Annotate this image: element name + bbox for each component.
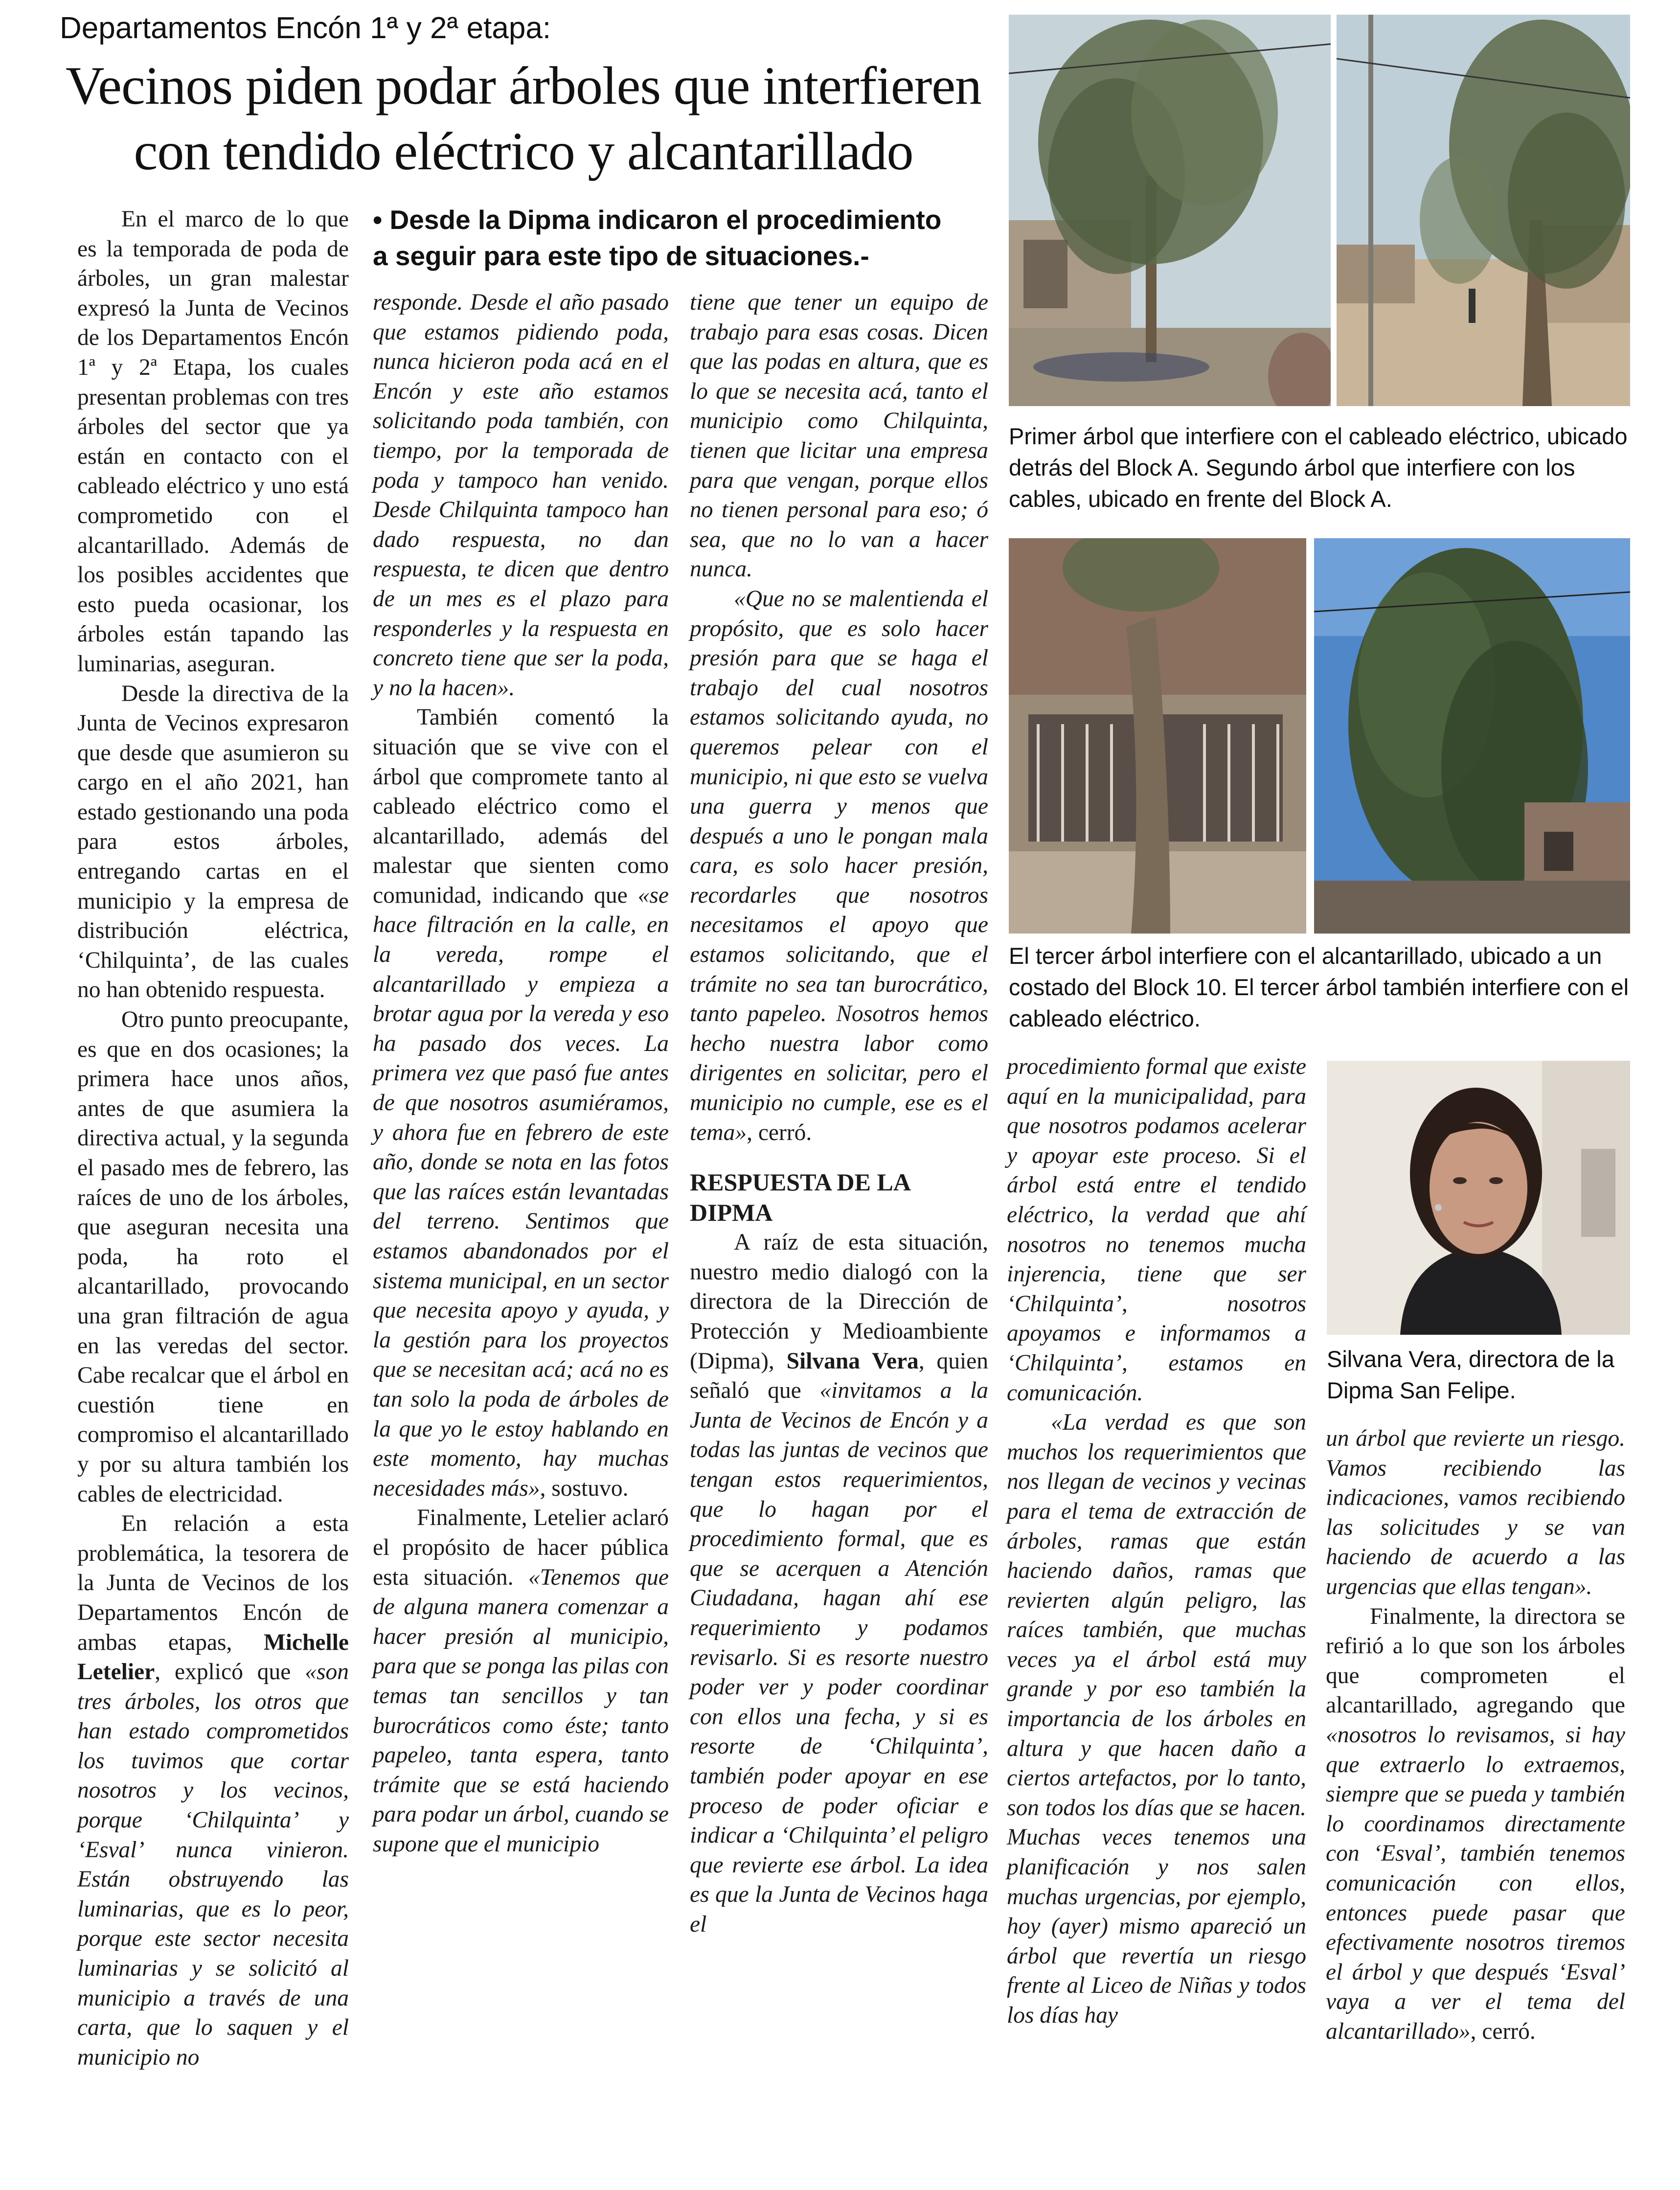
column-4-paragraph-2: «La verdad es que son muchos los requerimientos que nos llegan de vecinos y vecinas para el tema de extracción de árboles, ramas que están haciendo daños, ramas que revierten algún peligro, las raíces también, que muchas veces ya el árbol está muy grande y por eso también la importancia de los árboles en altura y que hacen daño a ciertos artefactos, por lo tanto, son todos los días que se hacen. Muchas veces tenemos una planificación y nos salen muchas urgencias, por ejemplo, hoy (ayer) mismo apareció un árbol que revertía un riesgo frente al Liceo de Niñas y todos los días hay xyxy=(1007,1410,1306,2028)
column-2 xyxy=(373,288,669,1859)
text-run: Finalmente, Letelier aclaró el propósito de hacer pública esta situación. xyxy=(373,1505,669,1590)
portrait-photo xyxy=(1327,1061,1630,1335)
text-run: , explicó que xyxy=(155,1659,305,1685)
article-headline xyxy=(54,53,993,184)
bajada-line-2: a seguir para este tipo de situaciones.- xyxy=(373,241,869,271)
article-bajada xyxy=(373,202,1004,274)
article-kicker: Departamentos Encón 1ª y 2ª etapa: xyxy=(60,11,551,45)
column-5-paragraph-2 xyxy=(1326,1602,1625,2047)
photo-tree-4 xyxy=(1314,538,1630,934)
subhead: RESPUESTA DE LA DIPMA xyxy=(690,1168,910,1227)
bajada-line-1: • Desde la Dipma indicaron el procedimiento xyxy=(373,205,942,235)
column-3 xyxy=(690,288,988,1939)
quote: «Tenemos que de alguna manera comenzar a hacer presión al municipio, para que se ponga las pilas con temas tan sencillos y tan burocráticos como éste; tanto papeleo, tanta espera, tanto trámite que se está haciendo para podar un árbol, cuando se supone que el municipio xyxy=(373,1564,669,1857)
caption-photos-1-2: Primer árbol que interfiere con el cableado eléctrico, ubicado detrás del Block A. Segundo árbol que interfiere con los cables, ubicado en frente del Block A. xyxy=(1009,423,1628,512)
text-run: , sostuvo. xyxy=(540,1475,629,1501)
headline-line-1: Vecinos piden podar árboles que interfieren xyxy=(65,56,982,115)
quote: «invitamos a la Junta de Vecinos de Encón y a todas las juntas de vecinos que tengan estos requerimientos, que lo hagan por el procedimiento formal, que es que se acerquen a Atención Ciudadana, hagan ahí ese requerimiento y podamos revisarlo. Si es resorte nuestro poder ver y poder coordinar con ellos una fecha, y si es resorte de ‘Chilquinta’, también poder apoyar en ese proceso de poder oficiar e indicar a ‘Chilquinta’ el peligro que revierte ese árbol. La idea es que la Junta de Vecinos haga el xyxy=(690,1378,988,1937)
headline-line-2: con tendido eléctrico y alcantarillado xyxy=(134,121,913,181)
text-run: , cerró. xyxy=(747,1119,812,1145)
text-run: , quien señaló que xyxy=(690,1348,988,1404)
column-1-paragraph-4 xyxy=(77,1509,349,2072)
column-4-quote-continuation: procedimiento formal que existe aquí en la municipalidad, para que nosotros podamos acelerar y apoyar este proceso. Si el árbol está entre el tendido eléctrico, la verdad que ahí nosotros no tenemos mucha injerencia, tiene que ser ‘Chilquinta’, nosotros apoyamos e informamos a ‘Chilquinta’, estamos en comunicación. xyxy=(1007,1054,1306,1406)
column-3-paragraph-3 xyxy=(690,1228,988,1939)
text-run: , cerró. xyxy=(1470,2018,1536,2044)
column-1-paragraph-1: En el marco de lo que es la temporada de poda de árboles, un gran malestar expresó la Junta de Vecinos de los Departamentos Encón 1ª y 2ª Etapa, los cuales presentan problemas con tres árboles del sector que ya están en contacto con el cableado eléctrico y uno está comprometido con el alcantarillado. Además de los posibles accidentes que esto pueda ocasionar, los árboles están tapando las luminarias, aseguran. xyxy=(77,206,349,677)
quote: «son tres árboles, los otros que han estado comprometidos los tuvimos que cortar nosotros y los vecinos, porque ‘Chilquinta’ y ‘Esval’ nunca vinieron. Están obstruyendo las luminarias, que es lo peor, porque este sector necesita luminarias y se solicitó al municipio a través de una carta, que lo saquen y el municipio no xyxy=(77,1659,349,2070)
column-1 xyxy=(77,205,349,2072)
quote: «se hace filtración en la calle, en la vereda, rompe el alcantarillado y empieza a brotar agua por la vereda y eso ha pasado dos veces. La primera vez que pasó fue antes de que nosotros asumiéramos, y ahora fue en febrero de este año, donde se nota en las fotos que las raíces están levantadas del terreno. Sentimos que estamos abandonados por el sistema municipal, en un sector que necesita apoyo y ayuda, y la gestión para los proyectos que se necesitan acá; acá no es tan solo la poda de árboles de la que yo le estoy hablando en este momento, hay muchas necesidades más» xyxy=(373,882,669,1501)
column-1-paragraph-2: Desde la directiva de la Junta de Vecinos expresaron que desde que asumieron su cargo en el año 2021, han estado gestionando una poda para estos árboles, entregando cartas en el municipio y la empresa de distribución eléctrica, ‘Chilquinta’, de las cuales no han obtenido respuesta. xyxy=(77,681,349,1003)
text-run: También comentó la situación que se vive con el árbol que compromete tanto al cableado eléctrico como el alcantarillado, además del malestar que sienten como comunidad, indicando que xyxy=(373,705,669,908)
person-name: Michelle Letelier xyxy=(77,1629,349,1685)
column-4 xyxy=(1007,1052,1306,2030)
person-name: Silvana Vera xyxy=(786,1348,919,1374)
column-2-quote-continuation: responde. Desde el año pasado que estamos pidiendo poda, nunca hicieron poda acá en el Encón y este año estamos solicitando poda también, con tiempo, por la temporada de poda y tampoco han venido. Desde Chilquinta tampoco han dado respuesta, no dan respuesta, te dicen que dentro de un mes es el plazo para responderles y la respuesta en concreto tiene que ser la poda, y no la hacen». xyxy=(373,290,669,701)
quote: «Que no se malentienda el propósito, que es solo hacer presión para que se haga el trabajo del cual nosotros estamos solicitando ayuda, no queremos pelear con el municipio, ni que esto se vuelva una guerra y menos que después a uno le pongan mala cara, es solo hacer presión, recordarles que nosotros necesitamos el apoyo que estamos solicitando, que el trámite no sea tan burocrático, tanto papeleo. Nosotros hemos hecho nuestra labor como dirigentes en solicitar, pero el municipio no cumple, ese es el tema» xyxy=(690,586,988,1145)
column-3-quote-continuation: tiene que tener un equipo de trabajo para esas cosas. Dicen que las podas en altura, que es lo que se necesita acá, tanto el municipio como Chilquinta, tienen que licitar una empresa para que vengan, porque ellos no tienen personal para eso; ó sea, que no lo van a hacer nunca. xyxy=(690,290,988,582)
caption-photos-3-4: El tercer árbol interfiere con el alcantarillado, ubicado a un costado del Block 10. El tercer árbol también interfiere con el cableado eléctrico. xyxy=(1009,943,1629,1031)
text-run: A raíz de esta situación, nuestro medio dialogó con la directora de la Dirección de Protección y Medioambiente (Dipma), xyxy=(690,1230,988,1374)
photo-tree-2 xyxy=(1337,15,1630,406)
column-5-quote-continuation: un árbol que revierte un riesgo. Vamos recibiendo las indicaciones, vamos recibiendo las solicitudes y se van haciendo de acuerdo a las urgencias que ellas tengan». xyxy=(1326,1426,1625,1599)
column-3-paragraph-2 xyxy=(690,584,988,1147)
quote: «nosotros lo revisamos, si hay que extraerlo lo extraemos, siempre que se pueda y también lo coordinamos directamente con ‘Esval’, también tenemos comunicación con ellos, entonces puede pasar que efectivamente nosotros tiremos el árbol y que después ‘Esval’ vaya a ver el tema del alcantarillado» xyxy=(1326,1722,1625,2044)
column-2-paragraph-2 xyxy=(373,703,669,1503)
text-run: Finalmente, la directora se refirió a lo que son los árboles que comprometen el alcantarillado, agregando que xyxy=(1326,1603,1625,1718)
column-5 xyxy=(1326,1424,1625,2046)
column-2-paragraph-3 xyxy=(373,1503,669,1859)
caption-portrait: Silvana Vera, directora de la Dipma San Felipe. xyxy=(1327,1346,1614,1403)
photo-tree-3 xyxy=(1009,538,1306,934)
text-run: En relación a esta problemática, la tesorera de la Junta de Vecinos de los Departamentos Encón de ambas etapas, xyxy=(77,1511,349,1655)
photo-tree-1 xyxy=(1009,15,1331,406)
column-1-paragraph-3: Otro punto preocupante, es que en dos ocasiones; la primera hace unos años, antes de que asumiera la directiva actual, y la segunda el pasado mes de febrero, las raíces de uno de los árboles, que aseguran necesita una poda, ha roto el alcantarillado, provocando una gran filtración de agua en las veredas del sector. Cabe recalcar que el árbol en cuestión tiene en compromiso el alcantarillado y por su altura también los cables de electricidad. xyxy=(77,1007,349,1507)
